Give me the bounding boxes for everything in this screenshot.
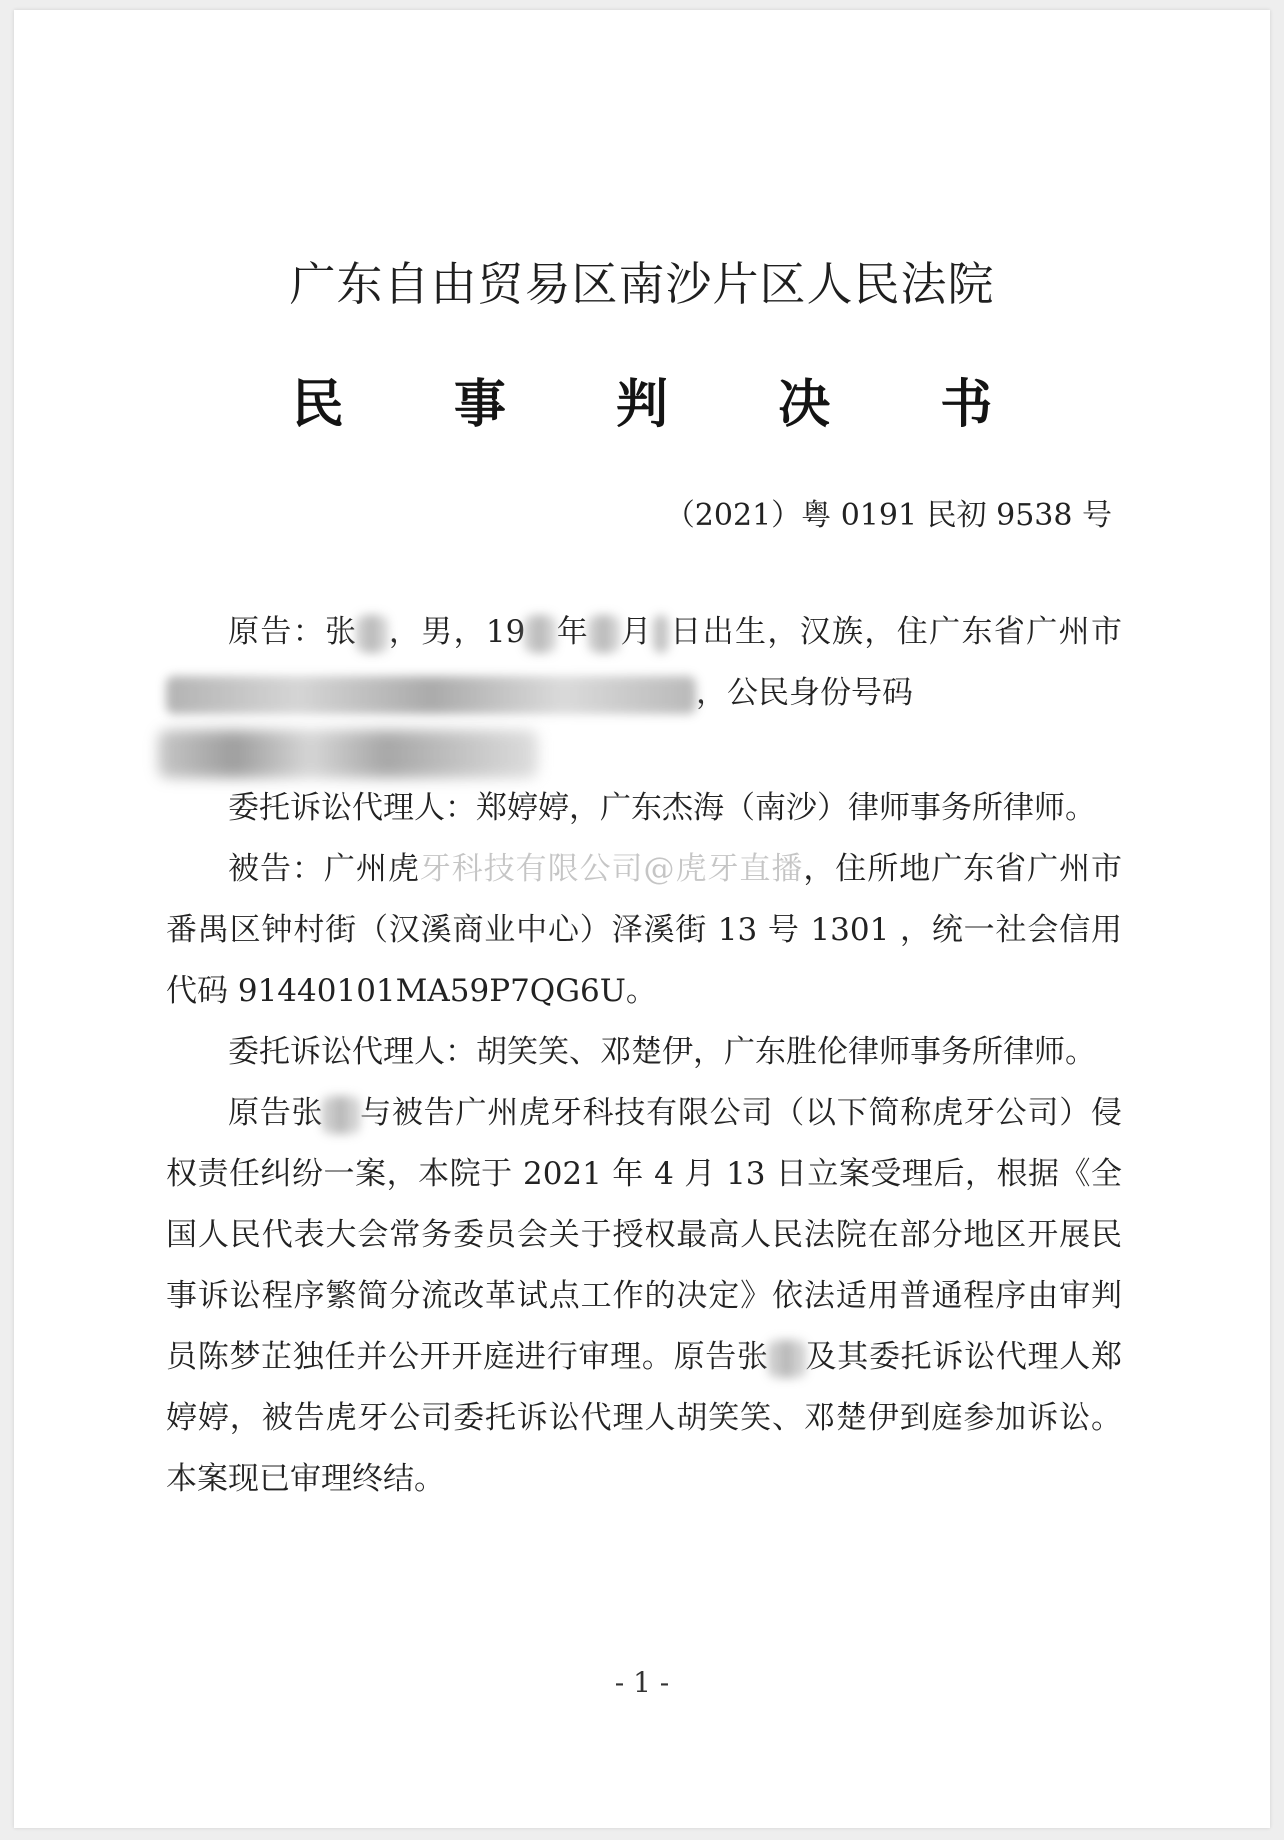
case-text: 及其委托诉讼代理人郑婷婷，被告虎牙公司委托诉讼代理人胡笑笑、邓楚伊到庭参加诉讼。本案现已审理终结。 — [166, 1339, 1123, 1497]
redaction-birth-year — [525, 615, 555, 653]
redaction-birth-month — [589, 615, 619, 653]
plaintiff-agent-paragraph: 委托诉讼代理人：郑婷婷，广东杰海（南沙）律师事务所律师。 — [228, 790, 1096, 826]
redaction-address — [166, 676, 696, 714]
case-summary-paragraph — [166, 1083, 1122, 1510]
plaintiff-paragraph — [166, 602, 1122, 778]
redaction-birth-day — [653, 615, 669, 653]
redaction-id-number — [158, 730, 538, 778]
plaintiff-text: 日出生，汉族，住广东省广州市 — [668, 614, 1122, 650]
case-number: （2021）粤 0191 民初 9538 号 — [664, 498, 1112, 533]
plaintiff-text: 年 — [555, 614, 590, 650]
plaintiff-text: ，公民身份号码 — [696, 675, 913, 711]
redaction-name — [323, 1096, 359, 1134]
defendant-text: 被告：广州虎 — [228, 851, 420, 887]
document-type-title: 民 事 判 决 书 — [291, 374, 1039, 435]
document-page — [14, 10, 1270, 1828]
redaction-name — [357, 615, 387, 653]
plaintiff-label: 原告：张 — [228, 614, 358, 650]
court-name: 广东自由贸易区南沙片区人民法院 — [289, 257, 995, 311]
page-number: - 1 - — [614, 1666, 670, 1699]
plaintiff-text: 月 — [619, 614, 653, 650]
document-body — [166, 602, 1122, 1510]
case-text: 与被告广州虎牙科技有限公司（以下简称虎牙公司）侵权责任纠纷一案，本院于 2021 年 4 月 13 日立案受理后，根据《全国人民代表大会常务委员会关于授权最高人民法院在部分地区开展民事诉讼程序繁简分流改革试点工作的决定》依法适用普通程序由审判员陈梦芷独任并公开开庭进行审理。原告张 — [166, 1095, 1123, 1375]
watermark: 牙科技有限公司@虎牙直播 — [419, 851, 804, 887]
case-text: 原告张 — [228, 1095, 324, 1131]
plaintiff-text: ，男，19 — [387, 614, 526, 650]
defendant-agent-paragraph: 委托诉讼代理人：胡笑笑、邓楚伊，广东胜伦律师事务所律师。 — [228, 1034, 1096, 1070]
defendant-paragraph — [166, 839, 1122, 1022]
redaction-name — [769, 1340, 805, 1378]
defendant-text: ，住所地广东省广州市番禺区钟村街（汉溪商业中心）泽溪街 13 号 1301 ，统一社会信用代码 91440101MA59P7QG6U。 — [166, 851, 1123, 1009]
